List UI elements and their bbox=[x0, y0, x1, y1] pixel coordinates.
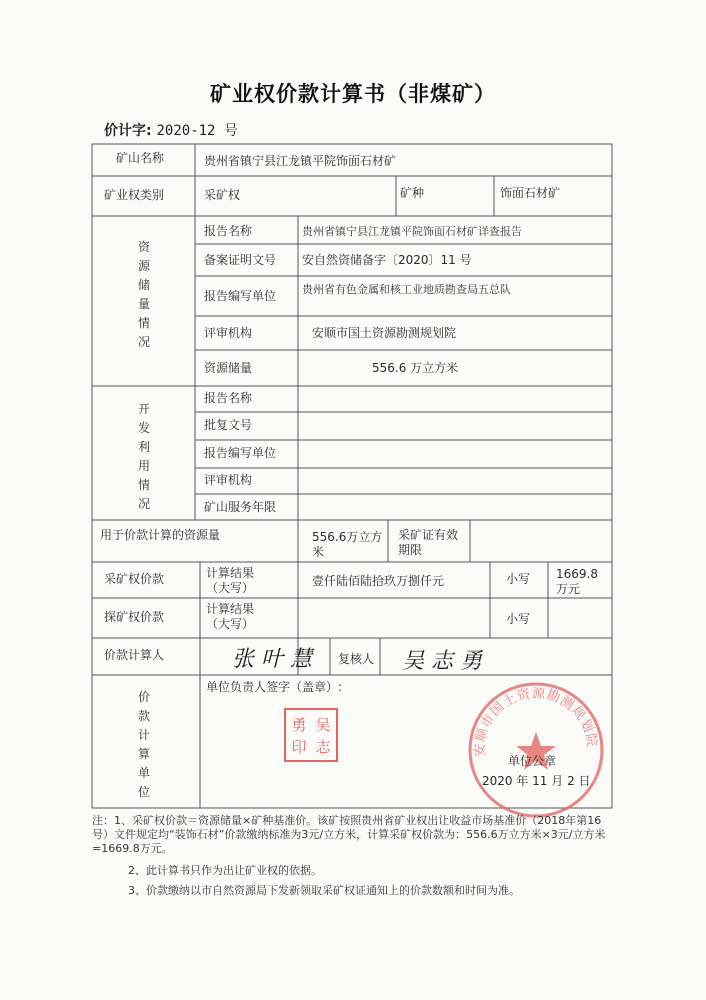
license-validity-label: 采矿证有效期限 bbox=[398, 528, 459, 557]
service-years-label: 矿山服务年限 bbox=[204, 500, 277, 514]
dev-compiler-label: 报告编写单位 bbox=[204, 446, 277, 460]
dev-reviewer-label: 评审机构 bbox=[204, 473, 253, 487]
reserve-amount-value: 556.6 万立方米 bbox=[372, 361, 459, 375]
mineral-value: 饰面石材矿 bbox=[500, 186, 561, 200]
personal-stamp bbox=[284, 708, 338, 766]
svg-text:安顺市国土资源勘测规划院: 安顺市国土资源勘测规划院 bbox=[472, 686, 600, 757]
svg-text:吴: 吴 bbox=[315, 716, 331, 734]
mining-result-label: 计算结果（大写） bbox=[206, 566, 255, 595]
doc-no-label: 价计字: bbox=[104, 123, 152, 139]
dev-report-name-label: 报告名称 bbox=[204, 391, 253, 405]
mining-price-label: 采矿权价款 bbox=[104, 572, 165, 586]
calculator-label: 价款计算人 bbox=[104, 648, 165, 662]
svg-text:志: 志 bbox=[315, 738, 331, 756]
explore-result-label: 计算结果（大写） bbox=[206, 602, 255, 631]
reviewer-label: 评审机构 bbox=[204, 326, 253, 340]
seal-caption: 单位公章 bbox=[508, 754, 557, 768]
reserve-for-calc-value: 556.6万立方米 bbox=[312, 530, 383, 559]
right-type-label: 矿业权类别 bbox=[104, 188, 165, 202]
svg-text:印: 印 bbox=[291, 738, 307, 756]
doc-no-value: 2020-12 号 bbox=[156, 123, 238, 139]
explore-small-label: 小写 bbox=[506, 612, 531, 626]
filing-number-value: 安自然资储备字〔2020〕11 号 bbox=[302, 253, 472, 267]
reviewer-signature: 吴 志 勇 bbox=[402, 649, 482, 674]
reviewer-sign-label: 复核人 bbox=[338, 652, 375, 666]
mine-name-value: 贵州省镇宁县江龙镇平院饰面石材矿 bbox=[204, 154, 397, 168]
explore-price-label: 探矿权价款 bbox=[104, 610, 165, 624]
note-2: 2、此计算书只作为出让矿业权的依据。 bbox=[128, 864, 322, 877]
mine-name-label: 矿山名称 bbox=[116, 151, 165, 165]
reserve-amount-label: 资源储量 bbox=[204, 361, 253, 375]
document-title: 矿业权价款计算书（非煤矿） bbox=[210, 82, 496, 106]
reserve-group-label: 资源储量情况 bbox=[137, 240, 150, 349]
report-compiler-value: 贵州省有色金属和核工业地质勘查局五总队 bbox=[302, 283, 511, 296]
approval-number-label: 批复文号 bbox=[204, 418, 253, 432]
filing-number-label: 备案证明文号 bbox=[204, 253, 277, 267]
right-type-value: 采矿权 bbox=[204, 188, 241, 202]
calc-date: 2020 年 11 月 2 日 bbox=[482, 774, 591, 788]
reserve-for-calc-label: 用于价款计算的资源量 bbox=[100, 528, 221, 542]
reviewer-value: 安顺市国土资源勘测规划院 bbox=[312, 326, 457, 340]
svg-text:勇: 勇 bbox=[291, 716, 307, 734]
calc-unit-label: 价款计算单位 bbox=[137, 690, 150, 799]
official-seal bbox=[466, 680, 606, 824]
reserve-report-name-label: 报告名称 bbox=[204, 224, 253, 238]
note-3: 3、价款缴纳以市自然资源局下发新领取采矿权证通知上的价款数额和时间为准。 bbox=[128, 884, 520, 897]
unit-head-sign-label: 单位负责人签字（盖章）: bbox=[206, 680, 343, 694]
mining-small-value: 1669.8万元 bbox=[556, 567, 598, 596]
reserve-report-name-value: 贵州省镇宁县江龙镇平院饰面石材矿详查报告 bbox=[302, 225, 522, 238]
report-compiler-label: 报告编写单位 bbox=[204, 289, 277, 303]
calculator-signature: 张 叶 慧 bbox=[232, 647, 312, 672]
dev-group-label: 开发利用情况 bbox=[137, 402, 150, 511]
mining-small-label: 小写 bbox=[506, 572, 531, 586]
mineral-label: 矿种 bbox=[400, 186, 425, 200]
mining-result-value: 壹仟陆佰陆拾玖万捌仟元 bbox=[312, 574, 445, 588]
note-1: 注：1、采矿权价款＝资源储量×矿种基准价。该矿按照贵州省矿业权出让收益市场基准价（2018年第16号）文件规定均“装饰石材”价款缴纳标准为3元/立方米，计算采矿权价款为：556.6万立方米×3元/立方米=1669.8万元。 bbox=[92, 814, 606, 855]
